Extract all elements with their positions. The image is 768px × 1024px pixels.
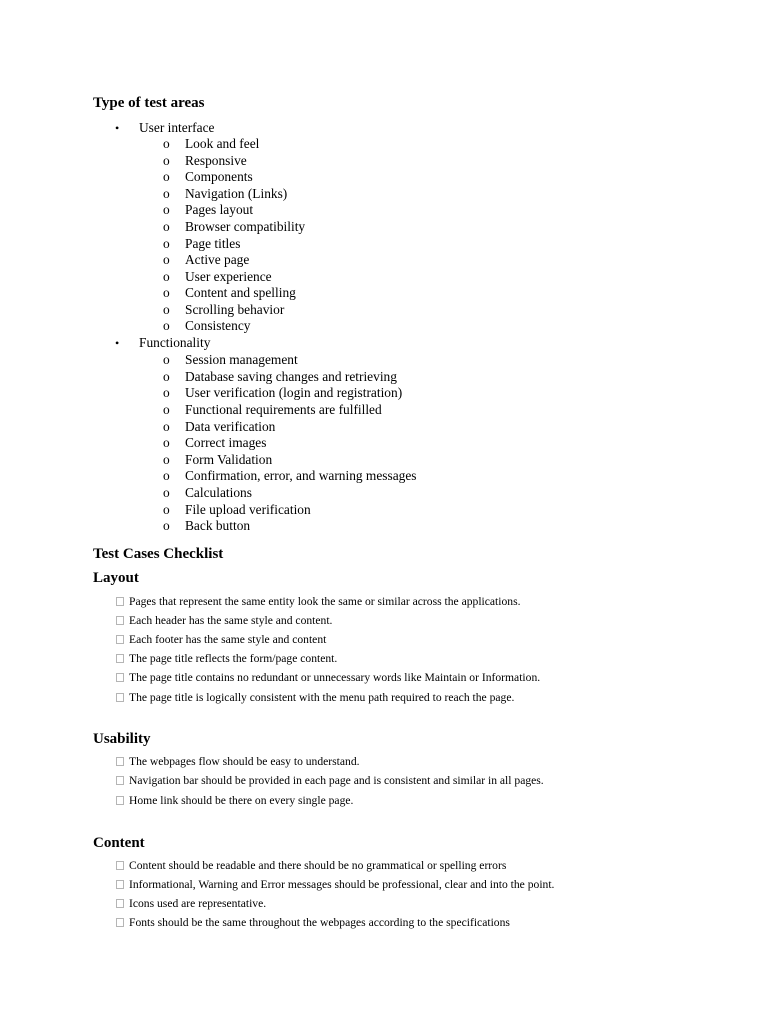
circle-bullet-icon: o <box>163 302 170 317</box>
checkbox-icon[interactable] <box>116 861 124 870</box>
circle-bullet-icon: o <box>163 236 170 251</box>
checkbox-icon[interactable] <box>116 880 124 889</box>
circle-bullet-icon: o <box>163 219 170 234</box>
circle-bullet-icon: o <box>163 202 170 217</box>
circle-bullet-icon: o <box>163 518 170 533</box>
circle-bullet-icon: o <box>163 269 170 284</box>
circle-bullet-icon: o <box>163 369 170 384</box>
checkbox-icon[interactable] <box>116 899 124 908</box>
circle-bullet-icon: o <box>163 485 170 500</box>
circle-bullet-icon: o <box>163 385 170 400</box>
circle-bullet-icon: o <box>163 468 170 483</box>
test-areas-heading: Type of test areas <box>93 95 205 111</box>
circle-bullet-icon: o <box>163 136 170 151</box>
checkbox-icon[interactable] <box>116 776 124 785</box>
checkbox-icon[interactable] <box>116 654 124 663</box>
circle-bullet-icon: o <box>163 285 170 300</box>
circle-bullet-icon: o <box>163 402 170 417</box>
circle-bullet-icon: o <box>163 352 170 367</box>
checkbox-icon[interactable] <box>116 635 124 644</box>
circle-bullet-icon: o <box>163 502 170 517</box>
checkbox-icon[interactable] <box>116 673 124 682</box>
checkbox-icon[interactable] <box>116 796 124 805</box>
circle-bullet-icon: o <box>163 435 170 450</box>
checkbox-icon[interactable] <box>116 693 124 702</box>
circle-bullet-icon: o <box>163 186 170 201</box>
checkbox-icon[interactable] <box>116 757 124 766</box>
bullet-icon: • <box>115 336 120 350</box>
usability-heading: Usability <box>93 731 151 747</box>
circle-bullet-icon: o <box>163 153 170 168</box>
content-heading: Content <box>93 835 145 851</box>
bullet-label: User interface <box>139 120 215 135</box>
checklist-title: Test Cases Checklist <box>93 546 224 562</box>
circle-bullet-icon: o <box>163 169 170 184</box>
checkbox-icon[interactable] <box>116 616 124 625</box>
bullet-icon: • <box>115 121 120 135</box>
document-page: Type of test areas • User interface o Look and feel o Responsive o Components o Navigation (Links) o Pages layout o Browser compatibility o Page titles o Active page o User experience o Content and spelling o Scrolling behavior o Consistency • Functionality o Session management o Database saving changes and retrieving o User verification (login and registration) o Functional requirements are fulfilled o Data verification o Correct images o Form Validation o Confirmation, error, and warning messages o Calculations o File upload verification o Back button Test Cases Checklist Layout Pages that represent the same entity look the same or similar across the applications. Each header has the same style and content. Each footer has the same style and content The page title reflects the form/page content. The page title contains no redundant or unnecessary words like Maintain or Information. The page title is logically consistent with the menu path required to reach the page. Usability The webpages flow should be easy to understand. Navigation bar should be provided in each page and is consistent and similar in all pages. Home link should be there on every single page. Content Content should be readable and there should be no grammatical or spelling errors Informational, Warning and Error messages should be professional, clear and into the point. Icons used are representative. Fonts should be the same throughout the webpages according to the specifications <box>93 95 555 929</box>
layout-heading: Layout <box>93 570 139 586</box>
checkbox-icon[interactable] <box>116 918 124 927</box>
circle-bullet-icon: o <box>163 452 170 467</box>
checkbox-icon[interactable] <box>116 597 124 606</box>
circle-bullet-icon: o <box>163 318 170 333</box>
circle-bullet-icon: o <box>163 252 170 267</box>
bullet-label: Functionality <box>139 335 211 350</box>
circle-bullet-icon: o <box>163 419 170 434</box>
